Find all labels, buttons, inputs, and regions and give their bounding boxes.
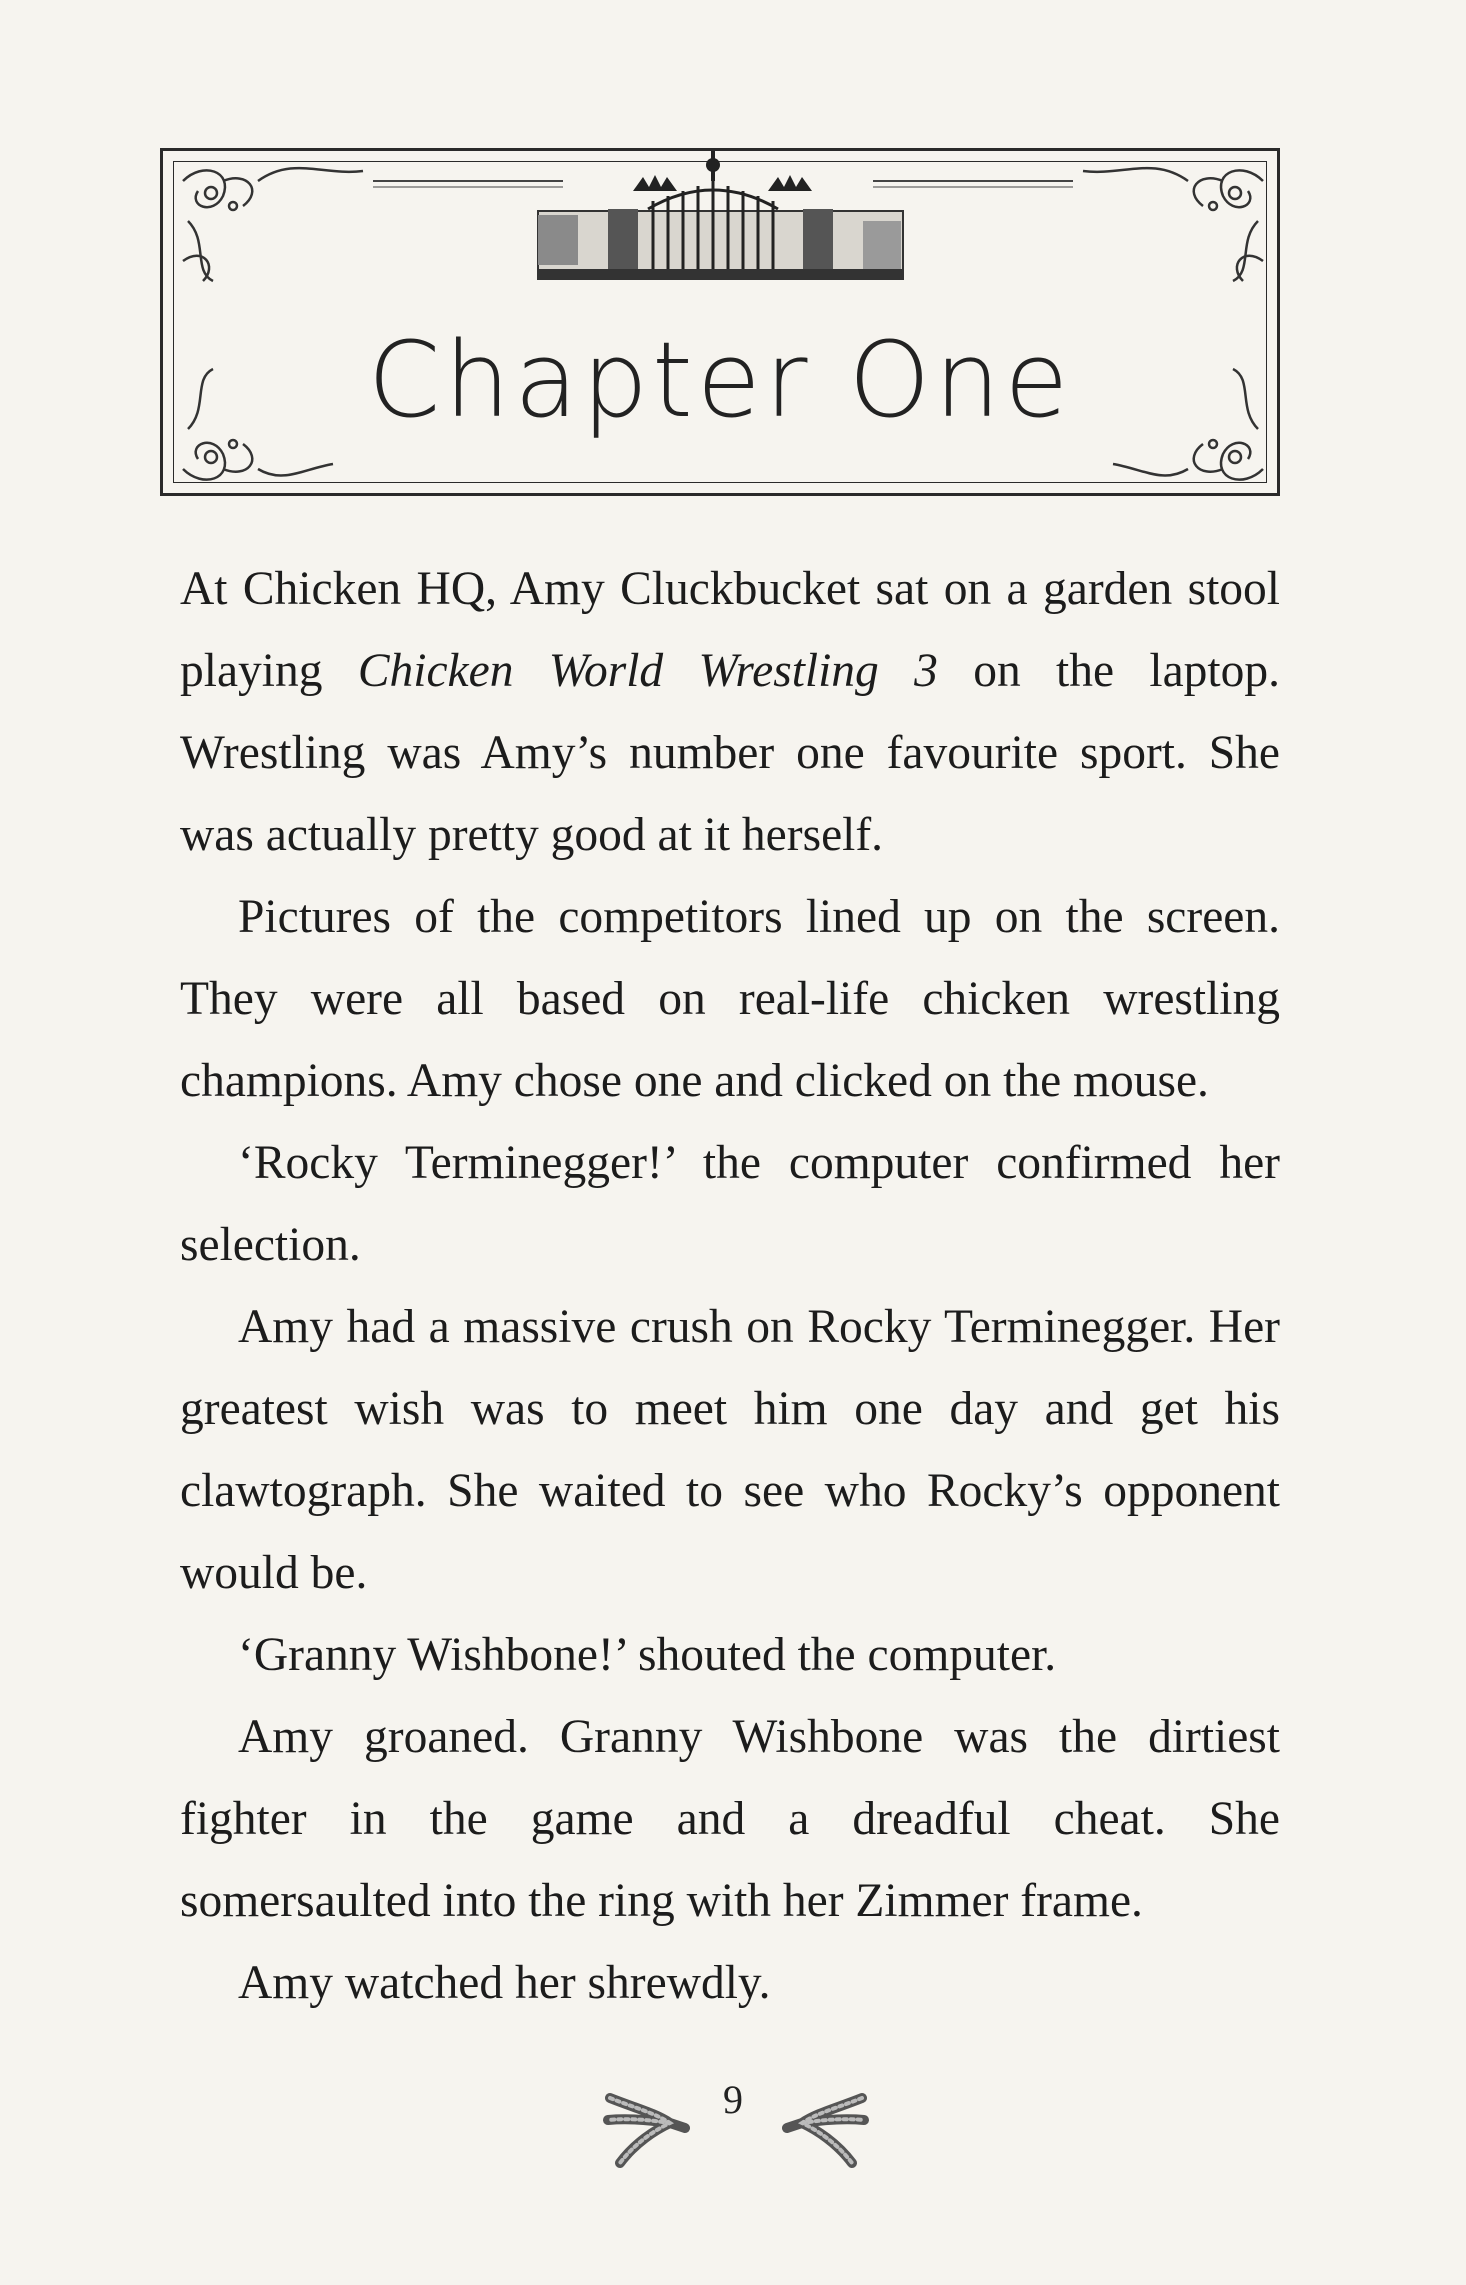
paragraph: Amy groaned. Granny Wishbone was the dirtiest fighter in the game and a dreadful cheat. She somersaulted into the ring with her Zimmer frame. xyxy=(180,1711,1280,1927)
page-footer xyxy=(0,2068,1466,2178)
game-title: Chicken World Wrestling 3 xyxy=(357,645,938,697)
paragraph: At Chicken HQ, Amy Cluckbucket sat on a garden stool playing Chicken World Wrestling 3 on the laptop. Wrestling was Amy’s number one favourite sport. She was actually pretty good at it herself. xyxy=(180,563,1280,861)
chapter-title: Chapter One xyxy=(367,319,1073,441)
chicken-footprint-icon xyxy=(600,2068,690,2178)
paragraph: Amy had a massive crush on Rocky Terminegger. Her greatest wish was to meet him one day and get his clawtograph. She waited to see who Rocky’s opponent would be. xyxy=(180,1301,1280,1599)
flourish-ornament-icon xyxy=(183,168,363,281)
page-number: 9 xyxy=(723,2077,743,2122)
chicken-footprint-icon xyxy=(782,2068,872,2178)
paragraph: ‘Granny Wishbone!’ shouted the computer. xyxy=(238,1629,1057,1681)
flourish-ornament-icon xyxy=(1083,168,1263,281)
paragraph: Pictures of the competitors lined up on the screen. They were all based on real-life chicken wrestling champions. Amy chose one and clicked on the mouse. xyxy=(180,891,1280,1107)
castle-gate-icon xyxy=(538,151,903,279)
chapter-heading-frame xyxy=(160,148,1280,496)
chapter-body xyxy=(180,548,1280,2024)
paragraph: Amy watched her shrewdly. xyxy=(238,1957,771,2009)
paragraph: ‘Rocky Terminegger!’ the computer confirmed her selection. xyxy=(180,1137,1280,1271)
